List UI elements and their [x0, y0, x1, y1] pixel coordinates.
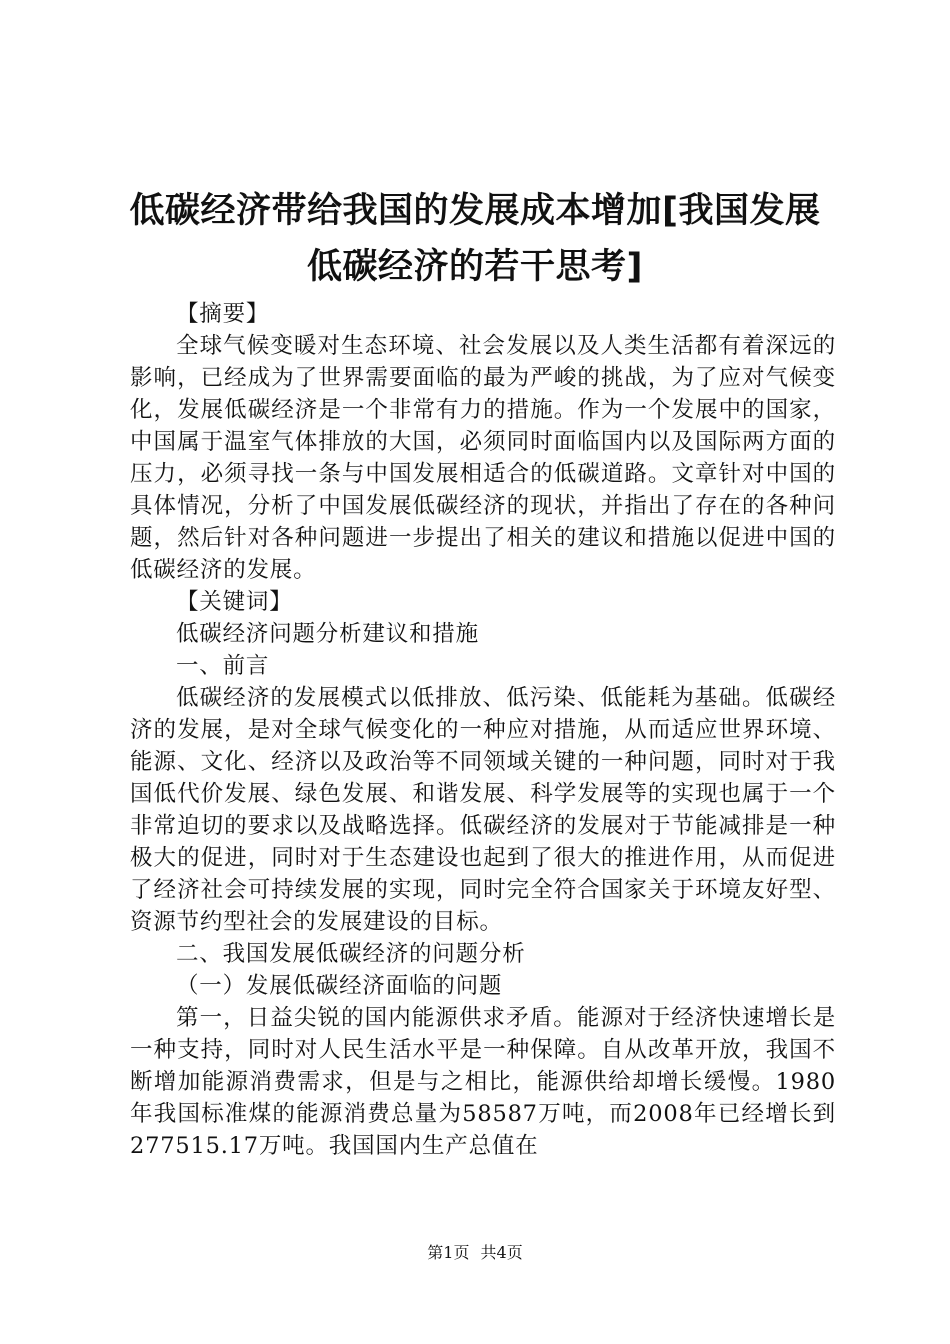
- problems-paragraph: 第一，日益尖锐的国内能源供求矛盾。能源对于经济快速增长是一种支持，同时对人民生活水平是一种保障。自从改革开放，我国不断增加能源消费需求，但是与之相比，能源供给却增长缓慢。1980年我国标准煤的能源消费总量为58587万吨，而2008年已经增长到277515.17万吨。我国国内生产总值在: [130, 1005, 836, 1159]
- page-footer: [0, 1243, 950, 1263]
- keywords-heading: 【关键词】: [176, 589, 293, 615]
- section-heading-preface: 一、前言: [176, 653, 270, 679]
- document-title: [120, 183, 830, 295]
- subsection-heading-problems: （一）发展低碳经济面临的问题: [176, 973, 503, 999]
- section-heading-analysis: 二、我国发展低碳经济的问题分析: [176, 941, 526, 967]
- page-number: 第1页: [427, 1243, 470, 1262]
- keywords-text: 低碳经济问题分析建议和措施: [176, 621, 479, 647]
- title-line-2: 低碳经济的若干思考]: [307, 247, 643, 287]
- page-total: 共4页: [480, 1243, 523, 1262]
- document-body: [130, 298, 836, 1162]
- abstract-paragraph: 全球气候变暖对生态环境、社会发展以及人类生活都有着深远的影响，已经成为了世界需要面临的最为严峻的挑战，为了应对气候变化，发展低碳经济是一个非常有力的措施。作为一个发展中的国家，中国属于温室气体排放的大国，必须同时面临国内以及国际两方面的压力，必须寻找一条与中国发展相适合的低碳道路。文章针对中国的具体情况，分析了中国发展低碳经济的现状，并指出了存在的各种问题，然后针对各种问题进一步提出了相关的建议和措施以促进中国的低碳经济的发展。: [130, 333, 836, 583]
- abstract-heading: 【摘要】: [176, 301, 270, 327]
- title-line-1: 低碳经济带给我国的发展成本增加[我国发展: [129, 191, 821, 231]
- preface-paragraph: 低碳经济的发展模式以低排放、低污染、低能耗为基础。低碳经济的发展，是对全球气候变化的一种应对措施，从而适应世界环境、能源、文化、经济以及政治等不同领域关键的一种问题，同时对于我国低代价发展、绿色发展、和谐发展、科学发展等的实现也属于一个非常迫切的要求以及战略选择。低碳经济的发展对于节能减排是一种极大的促进，同时对于生态建设也起到了很大的推进作用，从而促进了经济社会可持续发展的实现，同时完全符合国家关于环境友好型、资源节约型社会的发展建设的目标。: [130, 685, 836, 935]
